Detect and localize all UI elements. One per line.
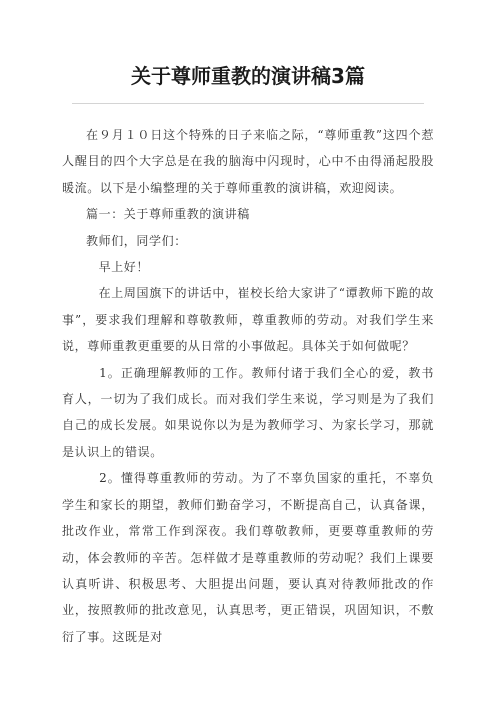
body-paragraph: 1。正确理解教师的工作。教师付诸于我们全心的爱，教书育人，一切为了我们成长。而对我们学生来说，学习则是为了我们自己的成长发展。如果说你以为是为教师学习、为家长学习，那就是认识上的错误。	[62, 365, 434, 459]
body-paragraph: 2。懂得尊重教师的劳动。为了不辜负国家的重托，不辜负学生和家长的期望，教师们勤奋学习，不断提高自己，认真备课，批改作业，常常工作到深夜。我们尊敬教师，更要尊重教师的劳动，体会教师的辛苦。怎样做才是尊重教师的劳动呢？我们上课要认真听讲、积极思考、大胆提出问题，要认真对待教师批改的作业，按照教师的批改意见，认真思考，更正错误，巩固知识，不敷衍了事。这既是对	[62, 471, 434, 644]
title-divider	[72, 103, 424, 104]
intro-paragraph: 在９月１０日这个特殊的日子来临之际，“尊师重教”这四个惹人醒目的四个大字总是在我的脑海中闪现时，心中不由得涌起股股暖流。以下是小编整理的关于尊师重教的演讲稿，欢迎阅读。	[62, 128, 434, 195]
section-heading: 篇一：关于尊师重教的演讲稿	[86, 207, 250, 222]
document-title: 关于尊师重教的演讲稿3篇	[131, 64, 365, 88]
greeting: 早上好！	[86, 260, 150, 275]
salutation: 教师们，同学们：	[86, 233, 187, 248]
body-paragraph: 在上周国旗下的讲话中，崔校长给大家讲了“谭教师下跪的故事”，要求我们理解和尊敬教师，尊重教师的劳动。对我们学生来说，尊师重教更重要的从日常的小事做起。具体关于如何做呢？	[62, 286, 434, 354]
document-body	[62, 122, 434, 650]
